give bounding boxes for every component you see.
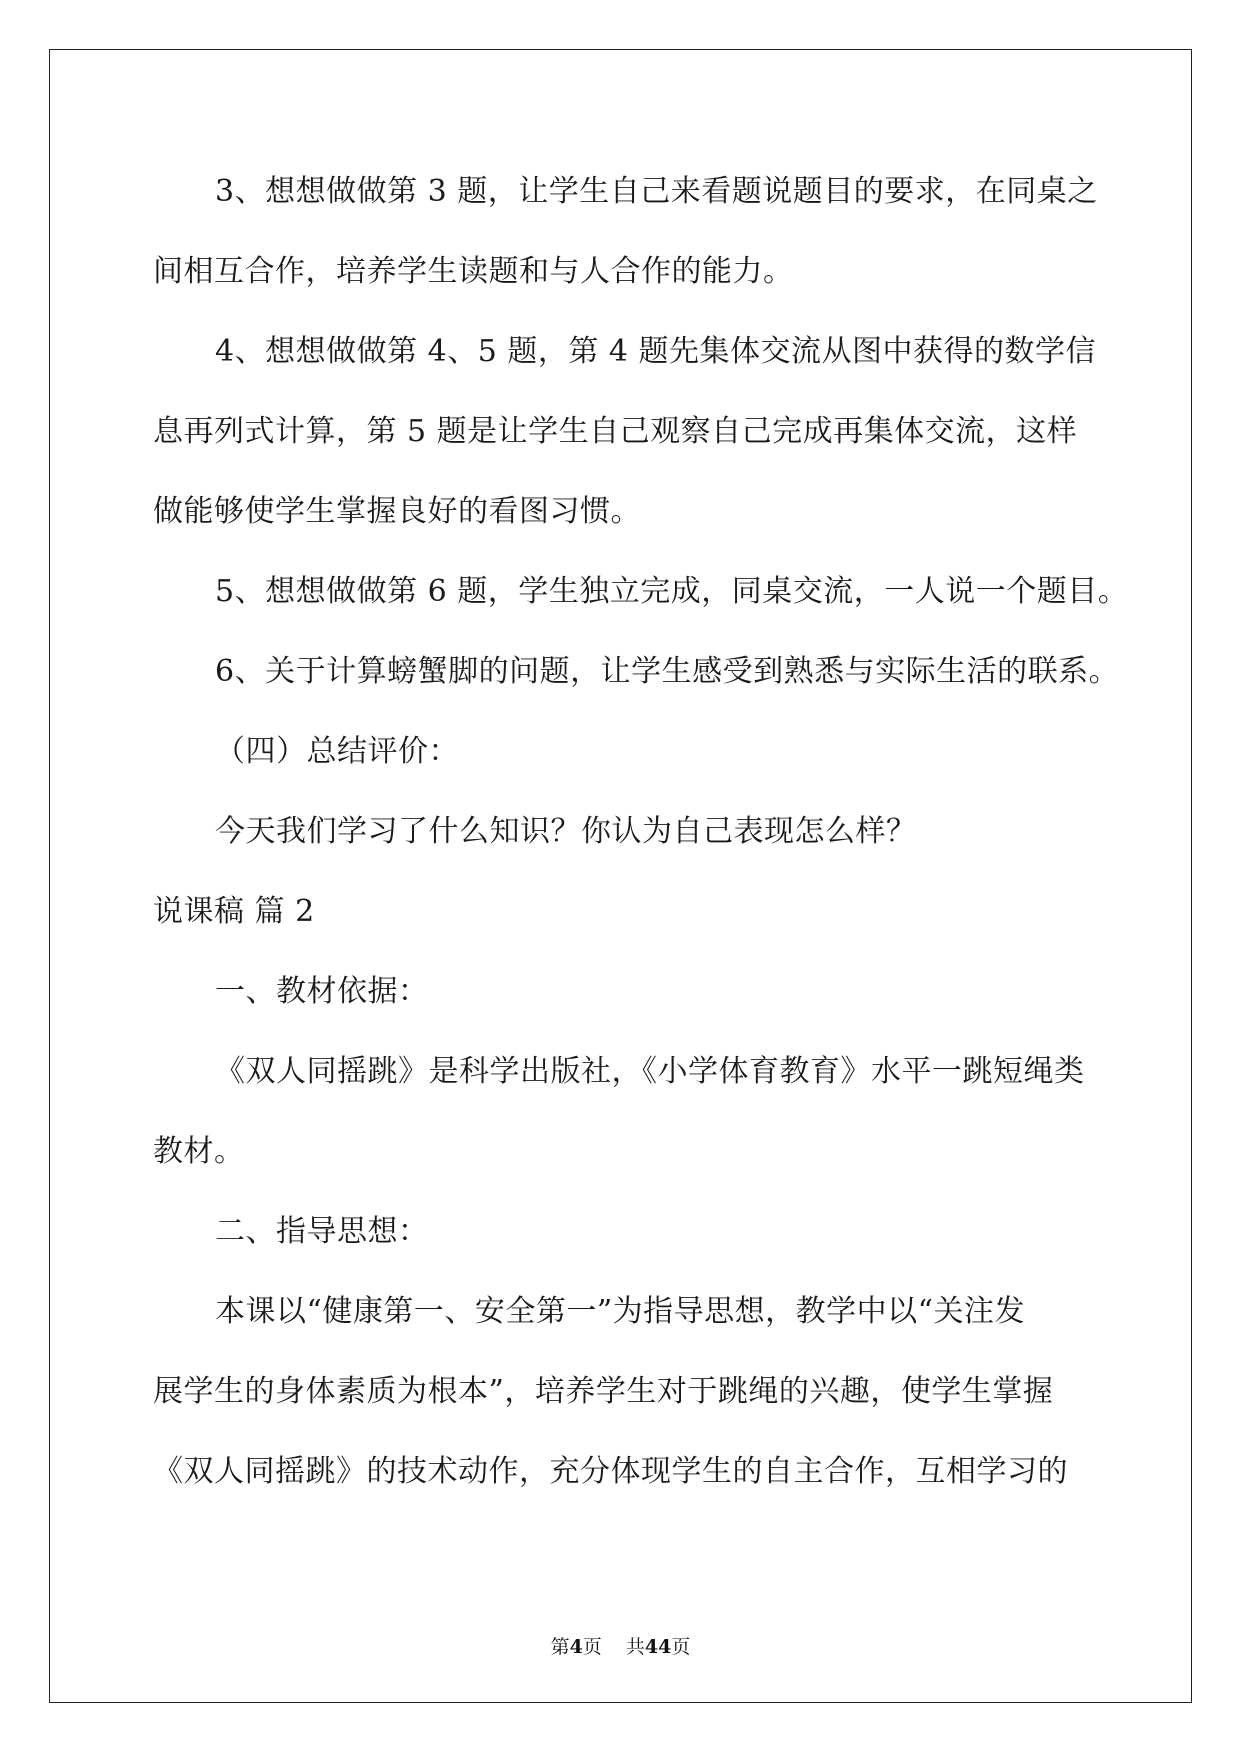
footer-total-prefix: 共 — [625, 1636, 645, 1658]
paragraph-line: 3、想想做做第 3 题，让学生自己来看题说题目的要求，在同桌之 — [215, 174, 1098, 209]
footer-page-number: 4 — [569, 1636, 583, 1658]
paragraph-line: 《双人同摇跳》是科学出版社，《小学体育教育》水平一跳短绳类 — [215, 1054, 1085, 1089]
paragraph-line: 间相互合作，培养学生读题和与人合作的能力。 — [153, 254, 794, 289]
paragraph-line: 教材。 — [153, 1134, 245, 1169]
page-footer — [0, 1632, 1241, 1659]
paragraph-line: 本课以“健康第一、安全第一”为指导思想，教学中以“关注发 — [215, 1294, 1026, 1329]
footer-prefix: 第 — [550, 1636, 570, 1658]
footer-total-unit: 页 — [671, 1636, 691, 1658]
paragraph-line: 5、想想做做第 6 题，学生独立完成，同桌交流，一人说一个题目。 — [215, 574, 1129, 609]
section-heading: 一、教材依据： — [215, 974, 429, 1009]
paragraph-line: 今天我们学习了什么知识？你认为自己表现怎么样？ — [215, 814, 917, 849]
paragraph-line: 4、想想做做第 4、5 题，第 4 题先集体交流从图中获得的数学信 — [215, 334, 1096, 369]
paragraph-line: 展学生的身体素质为根本”，培养学生对于跳绳的兴趣，使学生掌握 — [153, 1374, 1054, 1409]
paragraph-line: 6、关于计算螃蟹脚的问题，让学生感受到熟悉与实际生活的联系。 — [215, 654, 1120, 689]
section-heading: （四）总结评价： — [215, 734, 459, 769]
article-title: 说课稿 篇 2 — [153, 894, 315, 929]
paragraph-line: 做能够使学生掌握良好的看图习惯。 — [153, 494, 641, 529]
footer-total-pages: 44 — [644, 1636, 672, 1658]
paragraph-line: 《双人同摇跳》的技术动作，充分体现学生的自主合作，互相学习的 — [153, 1454, 1068, 1489]
document-body — [153, 160, 1129, 1520]
paragraph-line: 息再列式计算，第 5 题是让学生自己观察自己完成再集体交流，这样 — [153, 414, 1078, 449]
footer-page-unit: 页 — [582, 1636, 602, 1658]
section-heading: 二、指导思想： — [215, 1214, 429, 1249]
